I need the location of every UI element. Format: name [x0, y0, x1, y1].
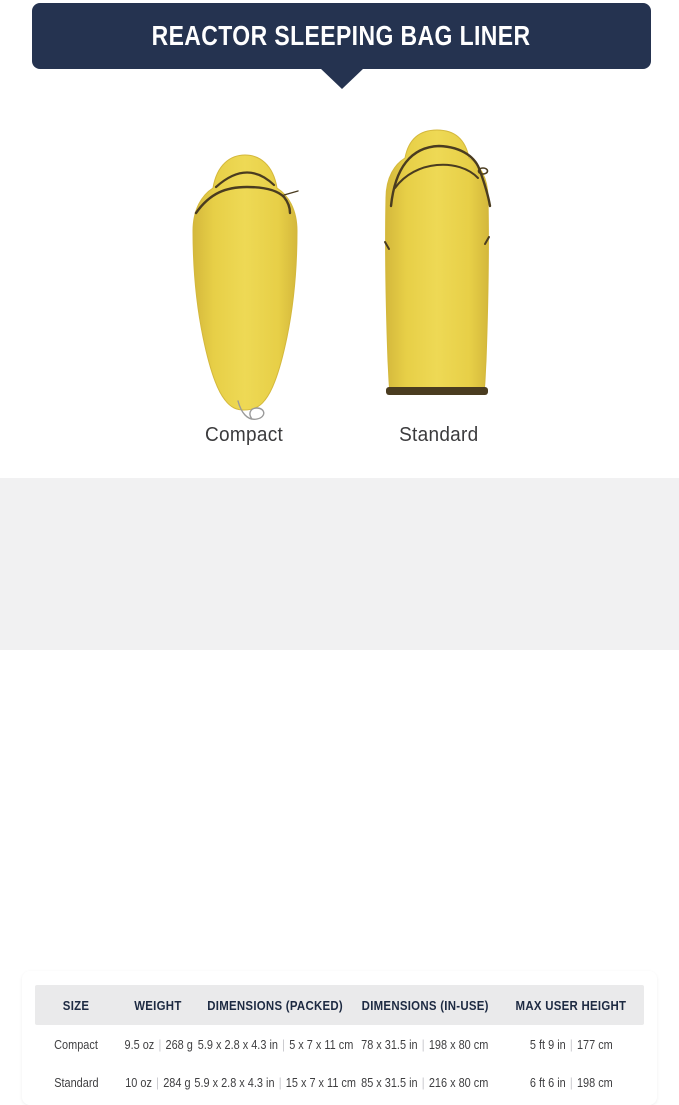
unit-separator: |	[421, 1036, 425, 1052]
dimensions-in-use-value: 78 x 31.5 in | 198 x 80 cm	[361, 1036, 489, 1052]
title-banner	[32, 3, 651, 69]
standard-label: Standard	[399, 424, 479, 446]
spec-card	[22, 971, 657, 1105]
unit-separator: |	[569, 1036, 573, 1052]
dimensions-packed-value: 5.9 x 2.8 x 4.3 in | 5 x 7 x 11 cm	[197, 1036, 354, 1052]
header-size: SIZE	[62, 997, 90, 1013]
dimensions-packed-value: 5.9 x 2.8 x 4.3 in | 15 x 7 x 11 cm	[194, 1074, 357, 1090]
dimensions-in-use-value: 85 x 31.5 in | 216 x 80 cm	[361, 1074, 489, 1090]
weight-value: 10 oz | 284 g	[125, 1074, 191, 1090]
size-value: Standard	[53, 1074, 99, 1090]
compact-zipper-pull	[284, 191, 298, 195]
unit-separator: |	[156, 1074, 160, 1090]
size-value: Compact	[54, 1036, 98, 1052]
unit-separator: |	[282, 1036, 285, 1052]
standard-liner-image	[381, 126, 493, 402]
table-row-standard	[35, 1063, 644, 1101]
compact-liner-image	[186, 151, 304, 427]
unit-separator: |	[158, 1036, 161, 1052]
table-row-compact	[35, 1025, 644, 1063]
header-dimensions-in-use: DIMENSIONS (IN-USE)	[361, 997, 489, 1013]
header-dimensions-packed: DIMENSIONS (PACKED)	[207, 997, 344, 1013]
max-user-height-value: 5 ft 9 in | 177 cm	[529, 1036, 613, 1052]
unit-separator: |	[569, 1074, 573, 1090]
weight-value: 9.5 oz | 268 g	[124, 1036, 193, 1052]
spec-table-header	[35, 985, 644, 1025]
compact-label: Compact	[204, 424, 284, 446]
standard-liner-figure	[381, 126, 493, 402]
page-title: REACTOR SLEEPING BAG LINER	[152, 20, 531, 51]
spec-table-body	[35, 1025, 644, 1101]
max-user-height-value: 6 ft 6 in | 198 cm	[529, 1074, 613, 1090]
compact-liner-figure	[186, 151, 304, 427]
standard-bottom-trim	[386, 387, 488, 395]
unit-separator: |	[279, 1074, 282, 1090]
header-weight: WEIGHT	[134, 997, 182, 1013]
spec-section	[0, 478, 679, 1090]
unit-separator: |	[421, 1074, 425, 1090]
compact-liner-body	[193, 155, 297, 410]
banner-pointer-icon	[320, 68, 364, 89]
header-max-user-height: MAX USER HEIGHT	[515, 997, 627, 1013]
